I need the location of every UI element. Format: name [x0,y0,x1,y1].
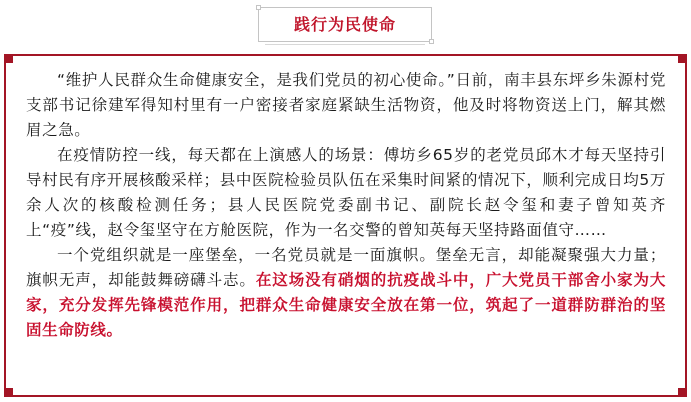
frame-corner [4,388,13,397]
paragraph-3 [26,243,666,343]
highlighted-statement: 在这场没有硝烟的抗疫战斗中，广大党员干部舍小家为大家，充分发挥先锋模范作用，把群众生命健康安全放在第一位，筑起了一道群防群治的坚固生命防线。 [26,271,666,339]
paragraph-1-text: “维护人民群众生命健康安全，是我们党员的初心使命。”日前，南丰县东坪乡朱源村党支部书记徐建军得知村里有一户密接者家庭紧缺生活物资，他及时将物资送上门，解其燃眉之急。 [26,71,666,139]
title-corner-ornament [429,39,434,44]
article-body [26,68,666,343]
frame-corner [678,54,687,63]
paragraph-1 [26,68,666,143]
title-underline-divider [265,44,425,45]
article-frame [4,54,687,397]
section-title: 践行为民使命 [293,15,396,34]
paragraph-2-text: 在疫情防控一线，每天都在上演感人的场景：傅坊乡65岁的老党员邱木才每天坚持引导村民有序开展核酸采样；县中医院检验员队伍在采集时间紧的情况下，顺利完成日均5万余人次的核酸检测任务；县人民医院党委副书记、副院长赵令玺和妻子曾知英齐上“疫”线，赵令玺坚守在方舱医院，作为一名交警的曾知英每天坚持路面值守…… [26,146,666,239]
frame-corner [678,388,687,397]
frame-corner [4,54,13,63]
section-title-box [258,7,432,42]
title-corner-ornament [256,5,261,10]
paragraph-3-text: 一个党组织就是一座堡垒，一名党员就是一面旗帜。堡垒无言，却能凝聚强大力量；旗帜无声，却能鼓舞磅礴斗志。 [26,246,666,289]
paragraph-2 [26,143,666,243]
